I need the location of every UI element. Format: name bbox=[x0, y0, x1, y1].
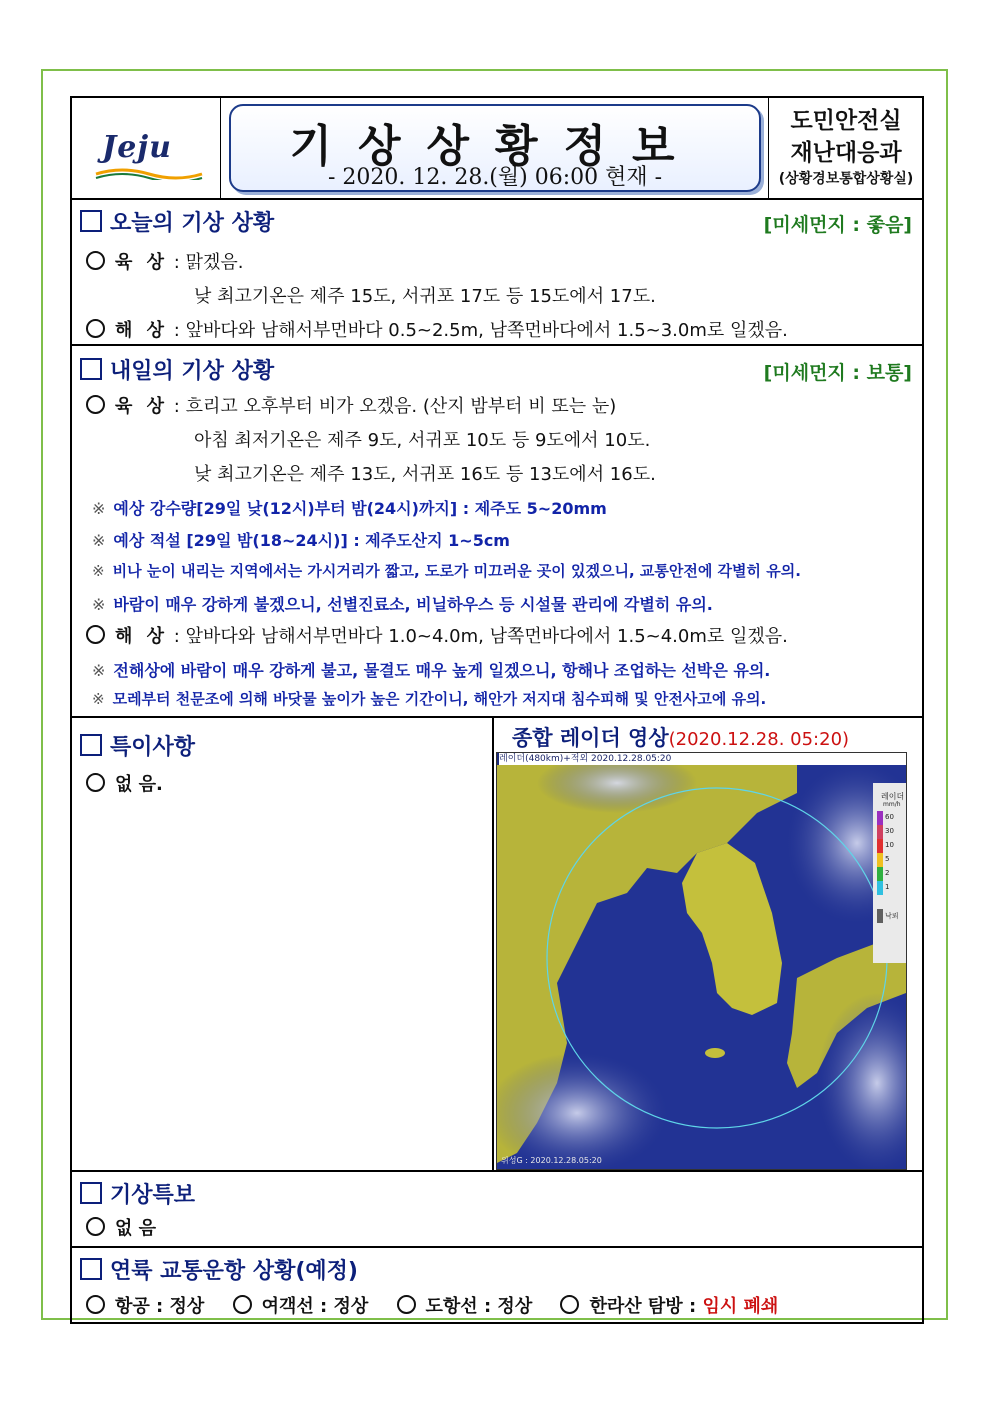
radar-title: 종합 레이더 영상(2020.12.28. 05:20) bbox=[512, 726, 850, 750]
today-heading: 오늘의 기상 상황 bbox=[80, 206, 274, 237]
tomorrow-land-line2: 아침 최저기온은 제주 9도, 서귀포 10도 등 9도에서 10도. bbox=[194, 430, 651, 451]
bullet-circle-icon bbox=[86, 1217, 105, 1236]
island-ferry-status: 도항선 : 정상 bbox=[397, 1296, 533, 1317]
tomorrow-note-traffic: ※ 비나 눈이 내리는 지역에서는 가시거리가 짧고, 도로가 미끄러운 곳이 있겠으니, 교통안전에 각별히 유의. bbox=[92, 562, 801, 580]
report-header bbox=[72, 98, 922, 200]
weather-report-document bbox=[70, 96, 924, 1324]
checkbox-icon bbox=[80, 1182, 102, 1204]
bullet-circle-icon bbox=[86, 395, 105, 414]
hallasan-closed: 임시 폐쇄 bbox=[702, 1296, 779, 1317]
tomorrow-note-snow: ※ 예상 적설 [29일 밤(18~24시)] : 제주도산지 1~5cm bbox=[92, 531, 510, 550]
legend-value: 1 bbox=[885, 883, 890, 891]
legend-value: 2 bbox=[885, 869, 890, 877]
radar-map-graphic bbox=[497, 753, 906, 1169]
legend-value: 30 bbox=[885, 827, 894, 835]
air-status: 항공 : 정상 bbox=[86, 1296, 204, 1317]
checkbox-icon bbox=[80, 1258, 102, 1280]
hallasan-status: 한라산 탐방 : 임시 폐쇄 bbox=[560, 1296, 778, 1317]
warning-heading: 기상특보 bbox=[80, 1178, 195, 1209]
today-land-line1: 육 상 : 맑겠음. bbox=[86, 248, 243, 274]
legend-value: 60 bbox=[885, 813, 894, 821]
tomorrow-sea-line: 해 상 : 앞바다와 남해서부먼바다 1.0~4.0m, 남쪽먼바다에서 1.5~4.0m로 일겠음. bbox=[86, 622, 788, 648]
legend-value: 10 bbox=[885, 841, 894, 849]
bullet-circle-icon bbox=[86, 319, 105, 338]
special-heading: 특이사항 bbox=[80, 730, 195, 761]
radar-caption: 레이더(480km)+적외 2020.12.28.05:20 bbox=[499, 753, 907, 765]
tomorrow-dust-level: [미세먼지 : 보통] bbox=[763, 362, 912, 384]
today-dust-level: [미세먼지 : 좋음] bbox=[763, 214, 912, 236]
legend-value: 5 bbox=[885, 855, 890, 863]
tomorrow-section bbox=[72, 346, 922, 718]
tomorrow-note-wind: ※ 바람이 매우 강하게 불겠으니, 선별진료소, 비닐하우스 등 시설물 관리에 각별히 유의. bbox=[92, 595, 713, 614]
jeju-logo: Jeju bbox=[102, 130, 172, 165]
bullet-circle-icon bbox=[86, 251, 105, 270]
tomorrow-land-line1: 육 상 : 흐리고 오후부터 비가 오겠음. (산지 밤부터 비 또는 눈) bbox=[86, 392, 616, 418]
bullet-circle-icon bbox=[560, 1295, 579, 1314]
traffic-status-row bbox=[86, 1292, 800, 1318]
bullet-circle-icon bbox=[86, 773, 105, 792]
bullet-circle-icon bbox=[86, 1295, 105, 1314]
special-section bbox=[72, 718, 922, 1172]
bullet-circle-icon bbox=[397, 1295, 416, 1314]
radar-image bbox=[496, 752, 907, 1170]
division-name: 재난대응과 bbox=[790, 140, 902, 166]
bullet-circle-icon bbox=[86, 625, 105, 644]
today-land-line2: 낮 최고기온은 제주 15도, 서귀포 17도 등 15도에서 17도. bbox=[194, 286, 656, 307]
page-title: 기상상황정보 bbox=[289, 121, 701, 172]
legend-title: 레이더 bbox=[881, 792, 905, 801]
tomorrow-heading: 내일의 기상 상황 bbox=[80, 354, 274, 385]
legend-unit: mm/h bbox=[883, 801, 901, 808]
tomorrow-land-line3: 낮 최고기온은 제주 13도, 서귀포 16도 등 13도에서 16도. bbox=[194, 464, 656, 485]
report-datetime: - 2020. 12. 28.(월) 06:00 현재 - bbox=[327, 165, 663, 190]
logo-cell bbox=[72, 98, 221, 198]
office-name: (상황경보통합상황실) bbox=[778, 171, 914, 187]
tomorrow-note-tide: ※ 모레부터 천문조에 의해 바닷물 높이가 높은 기간이니, 해안가 저지대 침수피해 및 안전사고에 유의. bbox=[92, 690, 767, 708]
department-cell bbox=[768, 98, 923, 198]
traffic-section bbox=[72, 1248, 922, 1322]
checkbox-icon bbox=[80, 358, 102, 380]
today-section bbox=[72, 198, 922, 346]
title-box bbox=[229, 104, 761, 192]
warning-value: 없 음 bbox=[86, 1214, 156, 1240]
ferry-status: 여객선 : 정상 bbox=[233, 1296, 369, 1317]
checkbox-icon bbox=[80, 734, 102, 756]
traffic-heading: 연륙 교통운항 상황(예정) bbox=[80, 1254, 358, 1285]
warning-section bbox=[72, 1172, 922, 1248]
bullet-circle-icon bbox=[233, 1295, 252, 1314]
today-sea-line: 해 상 : 앞바다와 남해서부먼바다 0.5~2.5m, 남쪽먼바다에서 1.5~3.0m로 일겠음. bbox=[86, 316, 788, 342]
logo-wave-icon bbox=[94, 168, 204, 180]
radar-footer: 위성G : 2020.12.28.05:20 bbox=[501, 1156, 602, 1165]
legend-lightning: 낙뢰 bbox=[885, 912, 899, 920]
special-value: 없 음. bbox=[86, 770, 163, 796]
tomorrow-note-rain: ※ 예상 강수량[29일 낮(12시)부터 밤(24시)까지] : 제주도 5~20mm bbox=[92, 499, 607, 518]
tomorrow-note-sea: ※ 전해상에 바람이 매우 강하게 불고, 물결도 매우 높게 일겠으니, 항해나 조업하는 선박은 유의. bbox=[92, 661, 771, 680]
department-name: 도민안전실 bbox=[790, 108, 902, 134]
checkbox-icon bbox=[80, 210, 102, 232]
column-divider bbox=[492, 718, 494, 1170]
